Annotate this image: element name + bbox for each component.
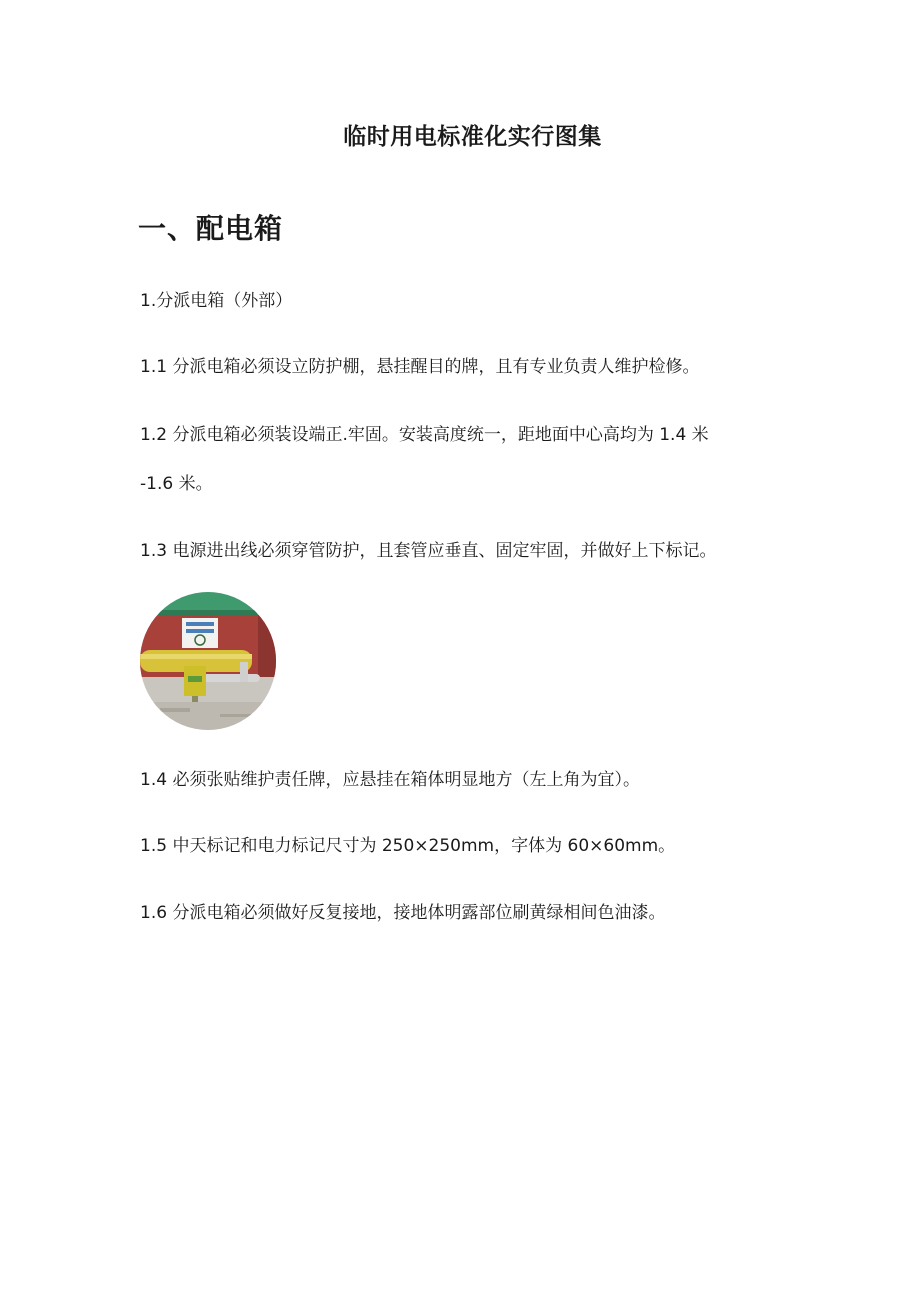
paragraph-1-2-line2: -1.6 米。 [140, 474, 213, 494]
paragraph-1-1: 1.1 分派电箱必须设立防护棚，悬挂醒目的牌，且有专业负责人维护检修。 [140, 357, 700, 377]
paragraph-1-3: 1.3 电源进出线必须穿管防护，且套管应垂直、固定牢固，并做好上下标记。 [140, 541, 717, 561]
paragraph-1-6: 1.6 分派电箱必须做好反复接地，接地体明露部位刷黄绿相间色油漆。 [140, 903, 666, 923]
paragraph-1-2-line1: 1.2 分派电箱必须装设端正.牢固。安装高度统一，距地面中心高均为 1.4 米 [140, 425, 709, 445]
paragraph-1-5: 1.5 中天标记和电力标记尺寸为 250×250mm，字体为 60×60mm。 [140, 836, 676, 856]
subsection-title: 1.分派电箱（外部） [140, 291, 293, 311]
paragraph-1-4: 1.4 必须张贴维护责任牌，应悬挂在箱体明显地方（左上角为宜）。 [140, 770, 640, 790]
document-title: 临时用电标准化实行图集 [343, 124, 602, 150]
distribution-box-photo [140, 592, 276, 730]
section-heading: 一、配电箱 [138, 212, 284, 245]
